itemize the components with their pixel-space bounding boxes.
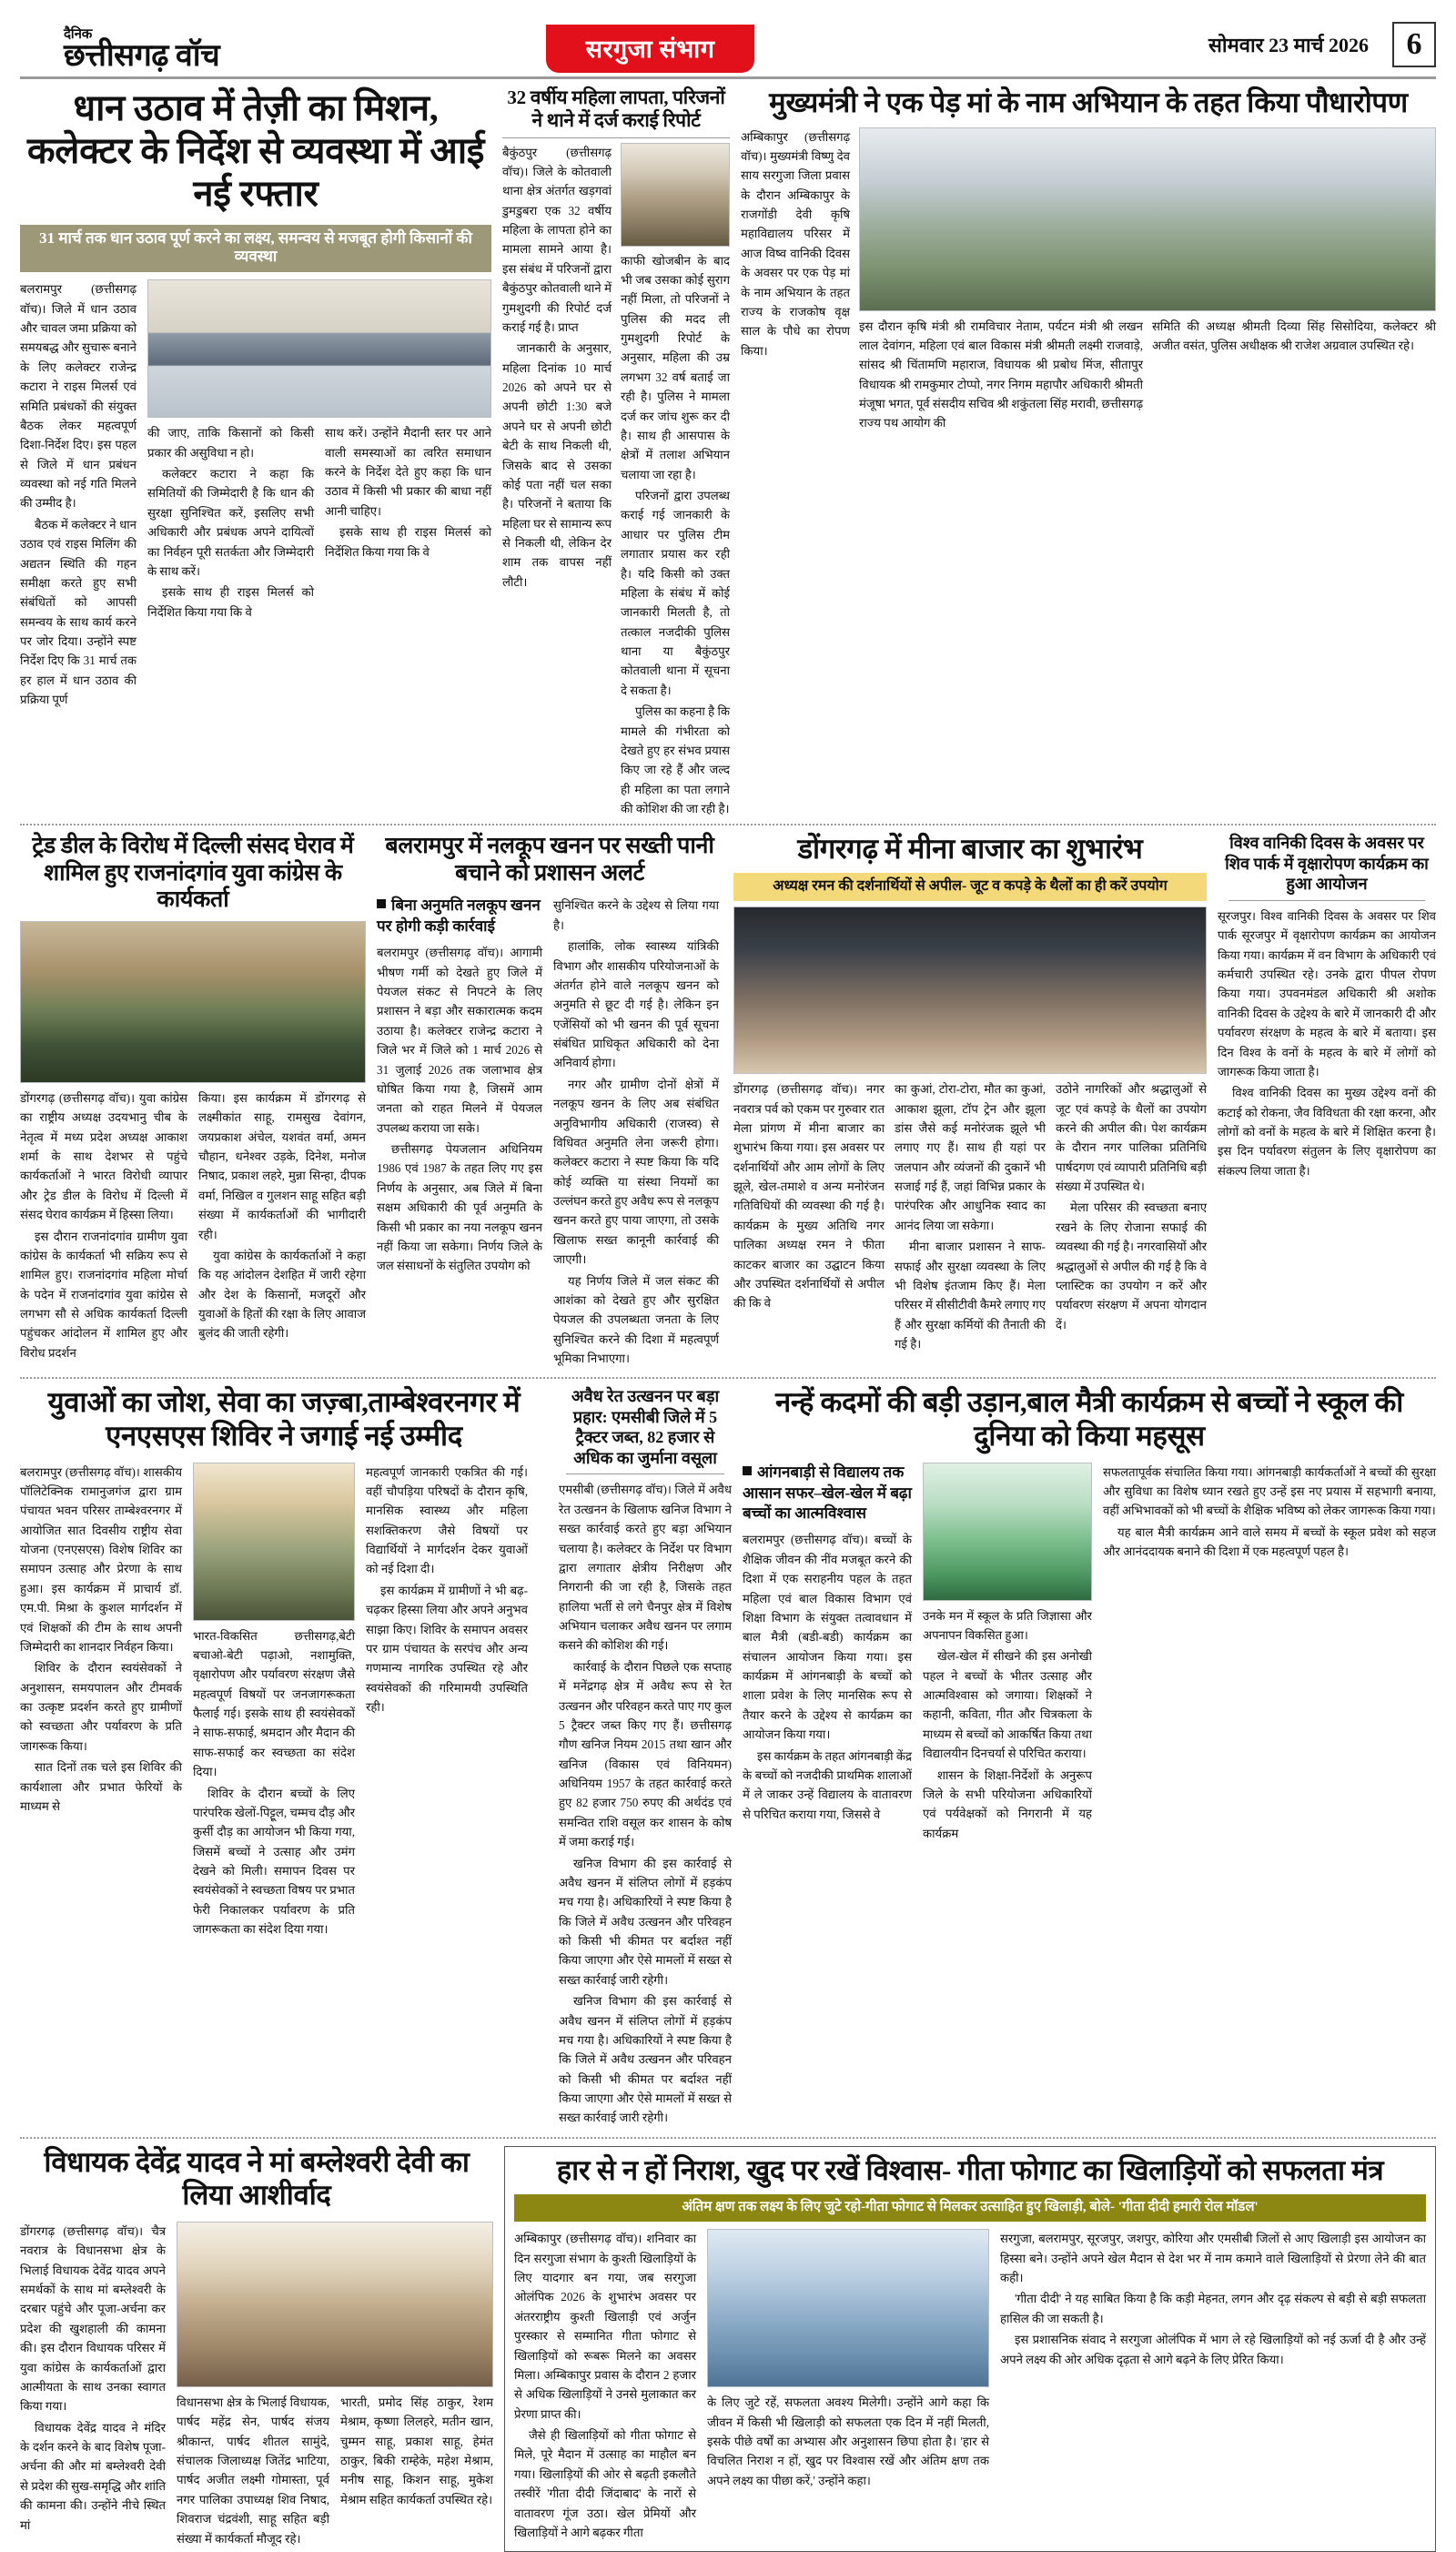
article-lead-dhan-uthav [20, 86, 491, 820]
issue-date: सोमवार 23 मार्च 2026 [1208, 34, 1369, 56]
article-balrampur-borewell [377, 833, 723, 1370]
lead-p1: बलरामपुर (छत्तीसगढ़ वॉच)। जिले में धान उठाव और चावल जमा प्रक्रिया को समयबद्ध और सुचारू बनाने के लिए कलेक्टर राजेन्द्र कटारा ने राइस मिलर्स एवं समिति प्रबंधकों की संयुक्त बैठक लेकर महत्वपूर्ण दिशा-निर्देश दिए। इस पहल से जिले में धान प्रबंधन व्यवस्था को नई गति मिलने की उम्मीद है। [20, 282, 136, 511]
mla-column-3 [340, 2393, 493, 2550]
bm-p2: इस कार्यक्रम के तहत आंगनबाड़ी केंद्र के बच्चों को नजदीकी प्राथमिक शालाओं में ले जाकर उन्हें विद्यालय के वातावरण से परिचित कराया गया, जिससे वे [743, 1748, 913, 1821]
lead-c3-p2: इसके साथ ही राइस मिलर्स को निर्देशित किया गया कि वे [325, 525, 491, 559]
nss-column-2 [193, 1626, 355, 1941]
mla-blessing-photo [177, 2222, 493, 2387]
missing-woman-column-1 [502, 143, 612, 821]
mw-c2-p3: पुलिस का कहना है कि मामले की गंभीरता को देखते हुए हर संभव प्रयास किए जा रहे हैं और जल्द ही महिला का पता लगाने की कोशिश की जा रही है। [621, 704, 730, 816]
article-bal-maitri [743, 1386, 1436, 2129]
forestry-day-headline: विश्व वानिकी दिवस के अवसर पर शिव पार्क में वृक्षारोपण कार्यक्रम का हुआ आयोजन [1225, 834, 1429, 894]
gp-c2-p1: के लिए जुटे रहें, सफलता अवश्य मिलेगी। उन्होंने आगे कहा कि जीवन में किसी भी खिलाड़ी को सफलता एक दिन में नहीं मिलती, इसके पीछे वर्षों का अभ्यास और अनुशासन छिपा होता है। 'हार से विचलित निराश न हों, खुद पर विश्वास रखें और अंतिम क्षण तक अपने लक्ष्य का पीछा करें,' उन्होंने कहा। [707, 2395, 989, 2487]
bal-maitri-headline: नन्हें कदमों की बड़ी उड़ान,बाल मैत्री कार्यक्रम से बच्चों ने स्कूल की दुनिया को किया महसूस [774, 1386, 1403, 1452]
mb-p1: डोंगरगढ़ (छत्तीसगढ़ वॉच)। नगर नवरात्र पर्व को एकम पर गुरुवार रात मेला प्रांगण में मीना बाजार का शुभारंभ किया गया। इस अवसर पर दर्शनार्थियों और आम लोगों के लिए झूले, खेल-तमाशे व अन्य मनोरंजन गतिविधियों की व्यवस्था की गई है। कार्यक्रम के मुख्य अतिथि नगर पालिका अध्यक्ष रमन ने फीता काटकर बाजार का उद्घाटन किया और उपस्थित दर्शनार्थियों से अपील की कि वे [733, 1082, 885, 1311]
td-p1: डोंगरगढ़ (छत्तीसगढ़ वॉच)। युवा कांग्रेस का राष्ट्रीय अध्यक्ष उदयभानु चीब के नेतृत्व में मध्य प्रदेश अध्यक्ष आकाश शर्मा के साथ देशभर से पहुंचे कार्यकर्ताओं ने भारत विरोधी व्यापार और ट्रेड डील के विरोध में दिल्ली में संसद घेराव कार्यक्रम में हिस्सा लिया। [20, 1090, 187, 1222]
meena-bazar-column-2 [895, 1079, 1046, 1355]
article-cm-tree-planting [741, 86, 1436, 820]
article-meena-bazar [733, 833, 1207, 1370]
bw-p1: बलरामपुर (छत्तीसगढ़ वॉच)। आगामी भीषण गर्मी को देखते हुए जिले में पेयजल संकट से निपटने के लिए प्रशासन ने बड़ा और सकारात्मक कदम उठाया है। कलेक्टर राजेन्द्र कटारा ने जिले भर में जिले को 1 मार्च 2026 से 31 जुलाई 2026 तक जलाभाव क्षेत्र घोषित किया गया है, जिसमें आम जनता को राहत मिलने में पेयजल उपलब्ध कराया जा सके। [377, 946, 542, 1135]
article-sand-mining [559, 1386, 732, 2129]
masthead [20, 16, 1436, 73]
trade-deal-column-2 [198, 1089, 366, 1364]
article-nss-camp [20, 1386, 548, 2129]
balrampur-column-2 [553, 896, 719, 1370]
trade-deal-column-1 [20, 1089, 187, 1364]
geeta-phogat-banner: अंतिम क्षण तक लक्ष्य के लिए जुटे रहो-गीता फोगाट से मिलकर उत्साहित हुए खिलाड़ी, बोले- 'गीता दीदी हमारी रोल मॉडल' [514, 2194, 1426, 2222]
sand-mining-headline: अवैध रेत उत्खनन पर बड़ा प्रहार: एमसीबी जिले में 5 ट्रैक्टर जब्त, 82 हजार से अधिक का जुर्माना वसूला [571, 1387, 720, 1467]
mla-p2: विधायक देवेंद्र यादव ने मंदिर के दर्शन करने के बाद विशेष पूजा-अर्चना की और मां बम्लेश्वरी देवी से प्रदेश की सुख-समृद्धि और शांति की कामना की। उन्होंने नीचे स्थित मां [20, 2420, 166, 2532]
top-band [20, 86, 1436, 820]
td-p2: इस दौरान राजनांदगांव ग्रामीण युवा कांग्रेस के कार्यकर्ता भी सक्रिय रूप से शामिल हुए। राजनांदगांव महिला मोर्चा के पदेन में राजनांदगांव युवा कांग्रेस से लगभग सौ से अधिक कार्यकर्ता दिल्ली पहुंचकर आंदोलन में शामिल हुए और विरोध प्रदर्शन [20, 1229, 187, 1360]
trade-deal-headline: ट्रेड डील के विरोध में दिल्ली संसद घेराव में शामिल हुए राजनांदगांव युवा कांग्रेस के कार्यकर्ता [32, 834, 354, 913]
bm-c3-p1: सफलतापूर्वक संचालित किया गया। आंगनबाड़ी कार्यकर्ताओं ने बच्चों की सुरक्षा और सुविधा का विशेष ध्यान रखते हुए उन्हें इस नए प्रयास में सहभागी बनाया, वहीं अभिभावकों को भी बच्चों के शैक्षिक भविष्य को लेकर जागरूक किया गया। [1103, 1464, 1436, 1518]
nss-column-1 [20, 1463, 182, 1941]
nss-p3: सात दिनों तक चले इस शिविर की कार्यशाला और प्रभात फेरियों के माध्यम से [20, 1760, 182, 1813]
lead-column-1 [20, 279, 136, 711]
lead-headline: धान उठाव में तेज़ी का मिशन, कलेक्टर के निर्देश से व्यवस्था में आई नई रफ्तार [26, 87, 485, 215]
gp-c3-p2: 'गीता दीदी' ने यह साबित किया है कि कड़ी मेहनत, लगन और दृढ़ संकल्प से बड़ी से बड़ी सफलता हासिल की जा सकती है। [1000, 2292, 1426, 2325]
trade-deal-photo [20, 921, 366, 1083]
sm-p4: खनिज विभाग की इस कार्रवाई से अवैध खनन में संलिप्त लोगों में हड़कंप मच गया है। अधिकारियों ने स्पष्ट किया है कि जिले में अवैध उत्खनन और परिवहन को किसी भी कीमत पर बर्दाश्त नहीं किया जाएगा और ऐसे मामलों में सख्त से सख्त कार्रवाई जारी रहेगी। [559, 1994, 732, 2125]
cm-tree-column-3 [1152, 317, 1436, 435]
meena-bazar-column-1 [733, 1079, 885, 1355]
meena-bazar-headline: डोंगरगढ़ में मीना बाजार का शुभारंभ [797, 833, 1143, 866]
gp-c3-p1: सरगुजा, बलरामपुर, सूरजपुर, जशपुर, कोरिया और एमसीबी जिलों से आए खिलाड़ी इस आयोजन का हिस्सा बने। उन्होंने अपने खेल मैदान से देश भर में नाम कमाने वाले खिलाड़ियों से प्रेरणा लेने की बात कही। [1000, 2232, 1426, 2285]
mla-blessing-headline: विधायक देवेंद्र यादव ने मां बम्लेश्वरी देवी का लिया आशीर्वाद [44, 2145, 470, 2212]
meena-bazar-column-3 [1056, 1079, 1207, 1355]
bm-p1: बलरामपुर (छत्तीसगढ़ वॉच)। बच्चों के शैक्षिक जीवन की नींव मजबूत करने की दिशा में एक सराहनीय पहल के तहत महिला एवं बाल विकास विभाग एवं शिक्षा विभाग के संयुक्त तत्वावधान में बाल मैत्री (बडी-बडी) कार्यक्रम का संचालन आयोजन किया गया। इस कार्यक्रम में आंगनबाड़ी के बच्चों को शाला प्रवेश के लिए मानसिक रूप से तैयार करने के उद्देश्य से कार्यक्रम का आयोजन किया गया। [743, 1533, 912, 1742]
mw-c2-p2: परिजनों द्वारा उपलब्ध कराई गई जानकारी के आधार पर पुलिस टीम लगातार प्रयास कर रही है। यदि किसी को उक्त महिला के संबंध में कोई जानकारी मिलती है, तो तत्काल नजदीकी पुलिस थाना या बैकुंठपुर कोतवाली थाना में सूचना दे सकता है। [621, 489, 730, 697]
gp-p2: जैसे ही खिलाड़ियों को गीता फोगाट से मिले, पूरे मैदान में उत्साह का माहौल बन गया। खिलाड़ियों की ओर से बढ़ती इकलौते तस्वीरें 'गीता दीदी जिंदाबाद' के नारों से वातावरण गूंज उठा। खेल प्रेमियों और खिलाड़ियों ने आगे बढ़कर गीता [514, 2428, 696, 2539]
lead-photo [147, 279, 491, 418]
mb-c2-p1: का कुआं, टोरा-टोरा, मौत का कुआं, आकाश झूला, टॉप ट्रेन और झूला डांस जैसे कई मनोरंजक झूले भी लगाए गए हैं। साथ ही यहां पर जलपान और व्यंजनों की दुकानें भी सजाई गई हैं, जहां विभिन्न प्रकार के पारंपरिक और आधुनिक स्वाद का आनंद लिया जा सकेगा। [895, 1082, 1046, 1232]
fd-p1: सूरजपुर। विश्व वानिकी दिवस के अवसर पर शिव पार्क सूरजपुर में वृक्षारोपण कार्यक्रम का आयोजन किया गया। कार्यक्रम में वन विभाग के अधिकारी एवं कर्मचारी उपस्थित रहे। उनके द्वारा पीपल रोपण किया गया। उपवनमंडल अधिकारी श्री अशोक वानिकी दिवस के उद्देश्य के बारे में जानकारी दी और पर्यावरण संरक्षण के महत्व के बारे में बताया। इस दिन विश्व के वनों के महत्व के बारे में लोगों को जागरूक किया जाता है। [1218, 908, 1436, 1079]
missing-woman-headline: 32 वर्षीय महिला लापता, परिजनों ने थाने में दर्ज कराई रिपोर्ट [507, 86, 725, 131]
logo-title: छत्तीसगढ़ वॉच [64, 39, 220, 74]
bw-c2-p2: हालांकि, लोक स्वास्थ्य यांत्रिकी विभाग और शासकीय परियोजनाओं के अंतर्गत होने वाले नलकूप खनन को अनुमति से छूट दी गई है। लेकिन इन एजेंसियों को भी खनन की पूर्व सूचना संबंधित प्राधिकृत अधिकारी को देना अनिवार्य होगा। [553, 939, 719, 1070]
meena-bazar-photo [733, 906, 1207, 1074]
nss-p1: बलरामपुर (छत्तीसगढ़ वॉच)। शासकीय पॉलिटेक्निक रामानुजगंज द्वारा ग्राम पंचायत भवन परिसर ताम्बेश्वरनगर में आयोजित सात दिवसीय राष्ट्रीय सेवा योजना (एनएसएस) विशेष शिविर का समापन उत्साह और प्रेरणा के साथ हुआ। इस कार्यक्रम में प्राचार्य डॉ. एम.पी. मिश्रा के कुशल मार्गदर्शन में एवं शिक्षकों की टीम के साथ अपनी जिम्मेदारी का शानदार निर्वहन किया। [20, 1464, 182, 1654]
third-band [20, 1386, 1436, 2129]
geeta-phogat-photo [707, 2229, 989, 2387]
sm-p2: कार्रवाई के दौरान पिछले एक सप्ताह में मनेंद्रगढ़ क्षेत्र में अवैध रूप से रेत उत्खनन और परिवहन करते पाए गए कुल 5 ट्रैक्टर जब्त किए गए हैं। छत्तीसगढ़ गौण खनिज नियम 2015 तथा खान और खनिज (विकास एवं विनियमन) अधिनियम 1957 के तहत कार्रवाई करते हुए 82 हजार 750 रुपए की अर्थदंड एवं समन्वित राशि वसूल कर शासन के कोष में जमा कराई गई। [559, 1659, 732, 1849]
bal-maitri-photo [923, 1463, 1092, 1601]
td-c2-p2: युवा कांग्रेस के कार्यकर्ताओं ने कहा कि यह आंदोलन देशहित में जारी रहेगा और देश के किसानों, मजदूरों और युवाओं के हितों की रक्षा के लिए आवाज बुलंद की जाती रहेगी। [198, 1248, 366, 1341]
nss-c2-p2: शिविर के दौरान बच्चों के लिए पारंपरिक खेलों-पिट्टूल, चम्मच दौड़ और कुर्सी दौड़ का आयोजन भी किया गया, जिसमें बच्चों ने उत्साह और उमंग देखने को मिली। समापन दिवस पर स्वयंसेवकों ने स्वच्छता विषय पर प्रभात फेरी निकालकर पर्यावरण के प्रति जागरूकता का संदेश दिया गया। [193, 1786, 355, 1937]
cm-tree-photo [859, 127, 1436, 311]
balrampur-bullet: बिना अनुमति नलकूप खनन पर होगी कड़ी कार्रवाई [377, 896, 541, 936]
geeta-column-3 [1000, 2229, 1426, 2544]
geeta-column-2 [707, 2393, 989, 2492]
mla-column-2 [177, 2393, 329, 2550]
publication-logo [20, 28, 219, 73]
article-trade-deal [20, 833, 366, 1370]
nss-camp-photo [193, 1463, 355, 1621]
lead-c2-p1: की जाए, ताकि किसानों को किसी प्रकार की असुविधा न हो। [147, 426, 314, 460]
balrampur-column-1 [377, 943, 542, 1277]
bal-maitri-column-3 [1103, 1463, 1436, 1846]
fd-p2: विश्व वानिकी दिवस का मुख्य उद्देश्य वनों की कटाई को रोकना, जैव विविधता की रक्षा करना, और लोगों को वनों के महत्व के बारे में शिक्षित करना है। इस दिन पर्यावरण संतुलन के लिए वृक्षारोपण का संकल्प लिया जाता है। [1218, 1086, 1436, 1178]
mw-p2: जानकारी के अनुसार, महिला दिनांक 10 मार्च 2026 को अपने घर से अपनी छोटी 1:30 बजे अपने घर से अपनी छोटी बेटी के साथ निकली थी, जिसके बाद से उसका कोई पता नहीं चल सका है। परिजनों ने बताया कि महिला घर से सामान्य रूप से निकली थी, लेकिन देर शाम तक वापस नहीं लौटी। [502, 341, 612, 589]
nss-c2-p1: भारत-विकसित छत्तीसगढ़,बेटी बचाओ-बेटी पढ़ाओ, नशामुक्ति, वृक्षारोपण और पर्यावरण संरक्षण जैसे महत्वपूर्ण विषयों पर जनजागरूकता फैलाई गई। इसके साथ ही स्वयंसेवकों ने साफ-सफाई, श्रमदान और मैदान की साफ-सफाई कर स्वच्छता का संदेश दिया। [193, 1628, 355, 1779]
balrampur-headline: बलरामपुर में नलकूप खनन पर सख्ती पानी बचाने को प्रशासन अलर्ट [385, 834, 714, 886]
cm-tree-column-1 [741, 127, 850, 435]
bm-c3-p2: यह बाल मैत्री कार्यक्रम आने वाले समय में बच्चों के स्कूल प्रवेश को सहज और आनंददायक बनाने की दिशा में एक महत्वपूर्ण पहल है। [1103, 1524, 1436, 1559]
bal-maitri-column-2 [923, 1606, 1092, 1846]
bw-c2-p3: नगर और ग्रामीण दोनों क्षेत्रों में नलकूप खनन के लिए अब संबंधित अनुविभागीय अधिकारी (राजस्व) से विधिवत अनुमति लेना जरूरी होगा। कलेक्टर कटारा ने स्पष्ट किया कि यदि कोई व्यक्ति या संस्था नियमों का उल्लंघन करते हुए अवैध रूप से नलकूप खनन करते हुए पाया जाएगा, तो उसके खिलाफ सख्त कानूनी कार्रवाई की जाएगी। [553, 1077, 719, 1267]
bm-c2-p1: उनके मन में स्कूल के प्रति जिज्ञासा और अपनापन विकसित हुआ। [923, 1608, 1092, 1642]
sm-p3: खनिज विभाग की इस कार्रवाई से अवैध खनन में संलिप्त लोगों में हड़कंप मच गया है। अधिकारियों ने स्पष्ट किया है कि जिले में अवैध उत्खनन और परिवहन को किसी भी कीमत पर बर्दाश्त नहीं किया जाएगा और ऐसे मामलों में सख्त से सख्त कार्रवाई जारी रहेगी। [559, 1856, 732, 1987]
lead-c2-p2: कलेक्टर कटारा ने कहा कि समितियों की जिम्मेदारी है कि धान की सुरक्षा सुनिश्चित करें, इसलिए सभी अधिकारी और प्रबंधक अपने दायित्वों का निर्वहन पूरी सतर्कता और जिम्मेदारी के साथ करें। [147, 467, 314, 578]
article-forestry-day [1218, 833, 1436, 1370]
lead-c2-p3: इसके साथ ही राइस मिलर्स को निर्देशित किया गया कि वे [147, 585, 314, 619]
sand-mining-column-1 [559, 1480, 732, 2129]
bm-c2-p3: शासन के शिक्षा-निर्देशों के अनुरूप जिले के सभी परियोजना अधिकारियों एवं पर्यवेक्षकों को निगरानी में यह कार्यक्रम [923, 1767, 1092, 1840]
mw-c2-p1: काफी खोजबीन के बाद भी जब उसका कोई सुराग नहीं मिला, तो परिजनों ने पुलिस की मदद ली गुमशुदगी रिपोर्ट के अनुसार, महिला की उम्र लगभग 32 वर्ष बताई जा रही है। पुलिस ने मामला दर्ज कर जांच शुरू कर दी है। साथ ही आसपास के क्षेत्रों में तलाश अभियान चलाया जा रहा है। [621, 253, 730, 481]
nss-c3-p2: इस कार्यक्रम में ग्रामीणों ने भी बढ़-चढ़कर हिस्सा लिया और अपने अनुभव साझा किए। शिविर के समापन अवसर पर ग्राम पंचायत के सरपंच और अन्य गणमान्य नागरिक उपस्थित रहे और स्वयंसेवकों की गरिमामयी उपस्थिति रही। [366, 1583, 528, 1715]
bw-c2-p4: यह निर्णय जिले में जल संकट की आशंका को देखते हुए और सुरक्षित पेयजल की उपलब्धता जनता के लिए सुनिश्चित करने की दिशा में महत्वपूर्ण भूमिका निभाएगा। [553, 1273, 719, 1366]
cm-tree-headline: मुख्यमंत्री ने एक पेड़ मां के नाम अभियान के तहत किया पौधारोपण [769, 86, 1408, 118]
cm-c3-p1: समिति की अध्यक्ष श्रीमती दिव्या सिंह सिसोदिया, कलेक्टर श्री अजीत वसंत, पुलिस अधीक्षक श्री राजेश अग्रवाल उपस्थित रहे। [1152, 319, 1436, 352]
mb-c3-p2: मेला परिसर की स्वच्छता बनाए रखने के लिए रोजाना सफाई की व्यवस्था की गई है। नगरवासियों और श्रद्धालुओं से अपील की गई है कि वे प्लास्टिक का उपयोग न करें और पर्यावरण संरक्षण में अपना योगदान दें। [1056, 1200, 1207, 1332]
band-separator-1 [20, 824, 1436, 825]
bm-c2-p2: खेल-खेल में सीखने की इस अनोखी पहल ने बच्चों के भीतर उत्साह और आत्मविश्वास को जगाया। शिक्षकों ने कहानी, कविता, गीत और चित्रकला के माध्यम से बच्चों को आकर्षित किया तथा विद्यालयीन दिनचर्या से परिचित कराया। [923, 1649, 1092, 1761]
bal-maitri-bullet: आंगनबाड़ी से विद्यालय तक आसान सफर–खेल-खेल में बढ़ा बच्चों का आत्मविश्वास [743, 1463, 912, 1523]
lead-p2: बैठक में कलेक्टर ने धान उठाव एवं राइस मिलिंग की अद्यतन स्थिति की गहन समीक्षा करते हुए सभी संबंधितों को आपसी समन्वय के साथ कार्य करने पर जोर दिया। उन्होंने स्पष्ट निर्देश दिए कि 31 मार्च तक हर हाल में धान उठाव की प्रक्रिया पूर्ण [20, 517, 136, 707]
lead-c3-p1: साथ करें। उन्होंने मैदानी स्तर पर आने वाली समस्याओं का त्वरित समाधान करने के निर्देश देते हुए कहा कि धान उठाव में किसी भी प्रकार की बाधा नहीं आनी चाहिए। [325, 426, 491, 518]
bullet-square-icon [743, 1466, 752, 1475]
mb-c2-p2: मीना बाजार प्रशासन ने साफ-सफाई और सुरक्षा व्यवस्था के लिए भी विशेष इंतजाम किए हैं। मेला परिसर में सीसीटीवी कैमरे लगाए गए हैं और सुरक्षा कर्मियों की तैनाती की गई है। [895, 1240, 1046, 1352]
sm-p1: एमसीबी (छत्तीसगढ़ वॉच)। जिले में अवैध रेत उत्खनन के खिलाफ खनिज विभाग ने सख्त कार्रवाई करते हुए बड़ा अभियान चलाया है। कलेक्टर के निर्देश पर विभाग द्वारा लगातार क्षेत्रीय निरीक्षण और निगरानी की जा रही है, जिसके तहत हालिया भर्ती से लगे चैनपुर क्षेत्र में विशेष अभियान चलाकर अवैध खनन पर लगाम कसने की कोशिश की गई। [559, 1483, 732, 1653]
mb-c3-p1: उठोने नागरिकों और श्रद्धालुओं से जूट एवं कपड़े के थैलों का उपयोग करने की अपील की। पेश कार्यक्रम के दौरान नगर पालिका प्रतिनिधि पार्षदगण एवं व्यापारी प्रतिनिधि बड़ी संख्या में उपस्थित थे। [1056, 1082, 1207, 1194]
cm-c2-p1: इस दौरान कृषि मंत्री श्री रामविचार नेताम, पर्यटन मंत्री श्री लखन लाल देवांगन, महिला एवं बाल विकास मंत्री श्रीमती लक्ष्मी राजवाड़े, सांसद श्री चिंतामणि महाराज, विधायक श्री प्रबोध मिंज, सीतापुर विधायक श्री रामकुमार टोप्पो, नगर निगम महापौर अधिकारी श्रीमती मंजूषा भगत, पूर्व संसदीय सचिव श्री शकुंतला सिंह मरावी, छत्तीसगढ़ राज्य पथ आयोग की [859, 319, 1143, 430]
band-separator-2 [20, 1377, 1436, 1379]
meena-bazar-banner: अध्यक्ष रमन की दर्शनार्थियों से अपील- जूट व कपड़े के थैलों का ही करें उपयोग [733, 873, 1207, 901]
gp-p1: अम्बिकापुर (छत्तीसगढ़ वॉच)। शनिवार का दिन सरगुजा संभाग के कुश्ती खिलाड़ियों के लिए यादगार बन गया, जब सरगुजा ओलंपिक 2026 के शुभारंभ अवसर पर अंतरराष्ट्रीय कुश्ती खिलाड़ी एवं अर्जुन पुरस्कार से सम्मानित गीता फोगाट से खिलाड़ियों को रूबरू मिलने का अवसर मिला। अम्बिकापुर प्रवास के दौरान 2 हजार से अधिक खिलाड़ियों ने उनसे मुलाकात कर प्रेरणा प्राप्त की। [514, 2232, 696, 2421]
mla-c2-p1: विधानसभा क्षेत्र के भिलाई विधायक, पार्षद महेंद्र सेन, पार्षद संजय श्रीकान्त, पार्षद शीतल सामुंदे, संचालक जिलाध्यक्ष जितेंद्र भाटिया, पार्षद अजीत लक्ष्मी गोमास्ता, पूर्व नगर पालिका उपाध्यक्ष शिव निषाद, शिवराज चंद्रवंशी, साहू सहित बड़ी संख्या में कार्यकर्ता मौजूद रहे। [177, 2395, 329, 2546]
td-c2-p1: किया। इस कार्यक्रम में डोंगरगढ़ से लक्ष्मीकांत साहू, रामसुख देवांगन, जयप्रकाश अंचेल, यशवंत वर्मा, अमन चौहान, धनेश्वर उड़के, दिनेश, मनोज निषाद, प्रकाश लहरे, मुन्ना सिन्हा, दीपक वर्मा, निखिल व गुलशन साहू सहित बड़ी संख्या में कार्यकर्ताओं की भागीदारी रही। [198, 1090, 366, 1241]
lead-subhead-banner: 31 मार्च तक धान उठाव पूर्ण करने का लक्ष्य, समन्वय से मजबूत होगी किसानों की व्यवस्था [20, 225, 491, 273]
bw-c2-p1: सुनिश्चित करने के उद्देश्य से लिया गया है। [553, 898, 719, 932]
bullet-square-icon [377, 899, 386, 908]
nss-p2: शिविर के दौरान स्वयंसेवकों ने अनुशासन, समयपालन और टीमवर्क का उत्कृष्ट प्रदर्शन करते हुए ग्रामीणों को स्वच्छता और पर्यावरण के प्रति जागरूक किया। [20, 1661, 182, 1753]
mw-p1: बैकुंठपुर (छत्तीसगढ़ वॉच)। जिले के कोतवाली थाना क्षेत्र अंतर्गत खड़गवां डुमडुबरा एक 32 वर्षीय महिला के लापता होने का मामला सामने आया है। इस संबंध में परिजनों द्वारा बैकुंठपुर कोतवाली थाने में गुमशुदगी की रिपोर्ट दर्ज कराई गई है। प्राप्त [502, 145, 612, 334]
geeta-phogat-headline: हार से न हों निराश, खुद पर रखें विश्वास- गीता फोगाट का खिलाड़ियों को सफलता मंत्र [556, 2153, 1384, 2186]
mla-c3-p1: भारती, प्रमोद सिंह ठाकुर, रेशम मेश्राम, कृष्णा लिलहरे, मतीन खान, चुम्मन साहू, प्रकाश साहू, हेमंत ठाकुर, बिकी राम्हेके, महेश मेश्राम, मनीष साहू, किशन साहू, मुकेश मेश्राम सहित कार्यकर्ता उपस्थित रहे। [340, 2395, 493, 2506]
lead-column-3 [325, 423, 491, 623]
logo-kicker: दैनिक [64, 27, 93, 43]
section-flag: सरगुजा संभाग [546, 25, 755, 73]
cm-tree-column-2 [859, 317, 1143, 435]
nss-column-3 [366, 1463, 528, 1941]
mla-column-1 [20, 2222, 166, 2550]
missing-woman-photo [621, 143, 730, 247]
nss-c3-p1: महत्वपूर्ण जानकारी एकत्रित की गई। वहीं चौपड़िया परिषदों के दौरान कृषि, मानसिक स्वास्थ्य और महिला सशक्तिकरण जैसे विषयों पर विद्यार्थियों ने मार्गदर्शन देकर युवाओं को नई दिशा दी। [366, 1464, 528, 1576]
cm-p1: अम्बिकापुर (छत्तीसगढ़ वॉच)। मुख्यमंत्री विष्णु देव साय सरगुजा जिला प्रवास के दौरान अम्बिकापुर के राजगोंडी देवी कृषि महाविद्यालय परिसर में आज विष्व वानिकी दिवस के अवसर पर एक पेड़ मां के नाम अभियान के तहत राज्य के राजकोष वृक्ष साल के पौधे का रोपण किया। [741, 129, 850, 358]
nss-camp-headline: युवाओं का जोश, सेवा का जज़्बा,ताम्बेश्वरनगर में एनएसएस शिविर ने जगाई नई उम्मीद [47, 1386, 521, 1452]
page-number: 6 [1392, 22, 1436, 67]
masthead-rule [20, 76, 1436, 79]
bottom-band [20, 2146, 1436, 2552]
second-band [20, 833, 1436, 1370]
band-separator-3 [20, 2137, 1436, 2139]
date-and-page [1208, 22, 1436, 73]
article-geeta-phogat [504, 2146, 1436, 2552]
article-mla-blessing [20, 2146, 493, 2552]
bw-p2: छत्तीसगढ़ पेयजलान अधिनियम 1986 एवं 1987 के तहत लिए गए इस निर्णय के अनुसार, अब जिले में बिना सक्षम अधिकारी की पूर्व अनुमति के किसी भी प्रकार का नया नलकूप खनन नहीं किया जा सकेगा। निर्णय जिले के जल संसाधनों के संतुलित उपयोग को [377, 1142, 542, 1273]
geeta-column-1 [514, 2229, 696, 2544]
bal-maitri-column-1 [743, 1530, 912, 1826]
mla-p1: डोंगरगढ़ (छत्तीसगढ़ वॉच)। चैत्र नवरात्र के विधानसभा क्षेत्र के भिलाई विधायक देवेंद्र यादव अपने समर्थकों के साथ मां बम्लेश्वरी के दरबार पहुंचे और पूजा-अर्चना कर प्रदेश की खुशहाली की कामना की। इस दौरान विधायक परिसर में युवा कांग्रेस के कार्यकर्ताओं द्वारा आत्मीयता के साथ उनका स्वागत किया गया। [20, 2223, 166, 2414]
article-missing-woman [502, 86, 730, 820]
gp-c3-p3: इस प्रशासनिक संवाद ने सरगुजा ओलंपिक में भाग ले रहे खिलाड़ियों को नई ऊर्जा दी है और उन्हें अपने लक्ष्य की ओर अधिक दृढ़ता से आगे बढ़ने के लिए प्रेरित किया। [1000, 2333, 1426, 2366]
forestry-day-column-1 [1218, 906, 1436, 1182]
lead-column-2 [147, 423, 314, 623]
missing-woman-column-2 [621, 251, 730, 821]
